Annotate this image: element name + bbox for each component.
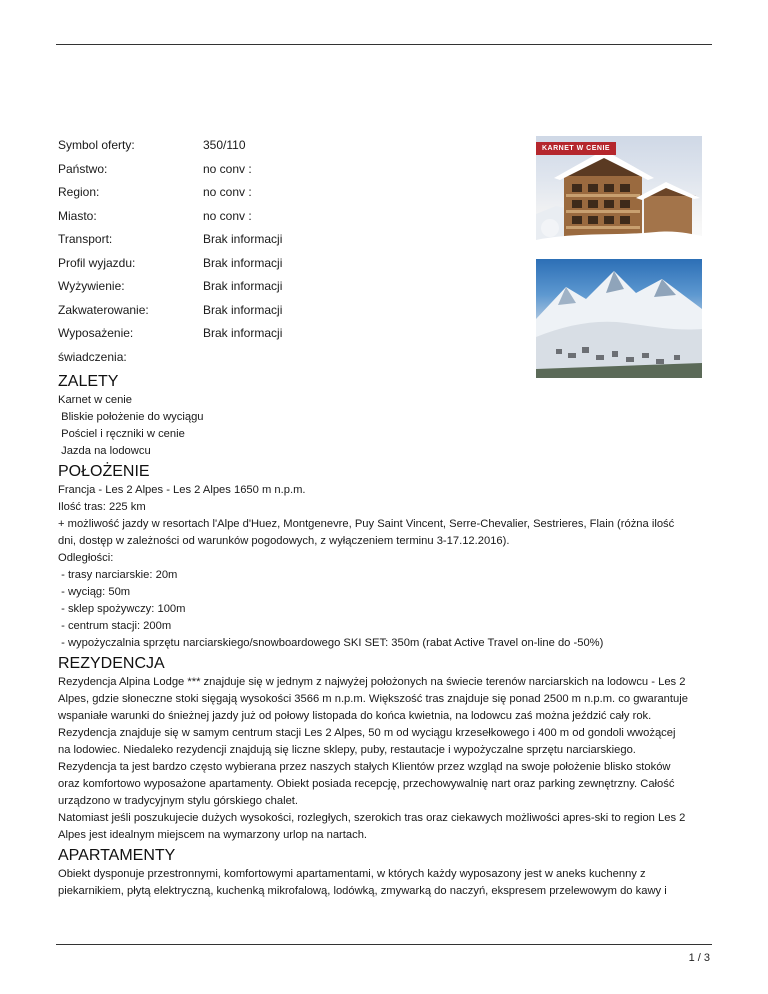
polozenie-line: Odległości: xyxy=(58,552,114,564)
polozenie-line: Ilość tras: 225 km xyxy=(58,501,146,513)
rezydencja-line: Rezydencja znajduje się w samym centrum stacji Les 2 Alpes, 50 m od wyciągu krzesełkowego i 400 m od gondoli wwożącej xyxy=(58,727,676,739)
zalety-section xyxy=(58,372,714,460)
info-row xyxy=(58,326,388,350)
rezydencja-line: Alpes jest idealnym miejscem na wymarzony urlop na nartach. xyxy=(58,829,368,841)
info-label: Symbol oferty: xyxy=(58,138,135,152)
info-label: Profil wyjazdu: xyxy=(58,255,136,270)
info-row xyxy=(58,279,388,303)
karnet-badge: KARNET W CENIE xyxy=(536,142,616,155)
info-label: Wyżywienie: xyxy=(58,279,125,293)
zalety-item: Karnet w cenie xyxy=(58,394,133,406)
ski-resort-photo xyxy=(536,259,702,378)
polozenie-line: Francja - Les 2 Alpes - Les 2 Alpes 1650 m n.p.m. xyxy=(58,484,306,496)
apartamenty-text xyxy=(58,866,714,900)
apartamenty-line: Obiekt dysponuje przestronnymi, komfortowymi apartamentami, w których każdy wyposazony jest w aneks kuchenny z xyxy=(58,868,646,880)
info-value: Brak informacji xyxy=(203,232,283,246)
info-value: Brak informacji xyxy=(203,279,283,293)
info-label: Transport: xyxy=(58,232,113,246)
polozenie-line: - wyciąg: 50m xyxy=(58,586,131,598)
info-row-swiadczenia xyxy=(58,350,388,374)
apartamenty-section xyxy=(58,846,714,900)
header-rule xyxy=(56,44,712,45)
rezydencja-section xyxy=(58,654,714,844)
info-row xyxy=(58,185,388,209)
info-label: Miasto: xyxy=(58,208,97,223)
info-row xyxy=(58,138,388,162)
page-number: 1 / 3 xyxy=(688,952,710,964)
rezydencja-text xyxy=(58,674,714,844)
info-label: Zakwaterowanie: xyxy=(58,302,149,317)
rezydencja-line: urządzono w tradycyjnym stylu górskiego chalet. xyxy=(58,795,299,807)
offer-sections xyxy=(58,372,714,902)
rezydencja-line: Rezydencja Alpina Lodge *** znajduje się w jednym z najwyżej położonych na świecie terenów narciarskich na lodowcu - Les 2 xyxy=(58,676,686,688)
info-label: Wyposażenie: xyxy=(58,326,134,340)
photo-column xyxy=(536,136,702,378)
rezydencja-line: Natomiast jeśli poszukujecie dużych wysokości, rozległych, szerokich tras oraz ciekawych możliwości apres-ski to region Les 2 xyxy=(58,812,686,824)
rezydencja-line: na lodowiec. Niedaleko rezydencji znajdują się liczne sklepy, puby, restautacje i wypożyczalne sprzętu narciarskiego. xyxy=(58,744,636,756)
info-value: Brak informacji xyxy=(203,255,283,270)
offer-info-table xyxy=(58,138,388,373)
mountain-illustration xyxy=(536,259,702,378)
rezydencja-line: Rezydencja ta jest bardzo często wybierana przez naszych stałych Klientów przez wzgląd na swoje położenie blisko stoków xyxy=(58,761,671,773)
chalet-photo xyxy=(536,136,702,255)
zalety-heading: ZALETY xyxy=(58,373,119,390)
zalety-item: Pościel i ręczniki w cenie xyxy=(58,428,185,440)
info-value: no conv : xyxy=(203,208,252,223)
footer-rule xyxy=(56,944,712,945)
polozenie-line: dni, dostęp w zależności od warunków pogodowych, z wyłączeniem terminu 3-17.12.2016). xyxy=(58,535,510,547)
polozenie-line: - centrum stacji: 200m xyxy=(58,620,172,632)
rezydencja-line: oraz komfortowo wyposażone apartamenty. Obiekt posiada recepcję, przechowywalnię nart oraz parking zewnętrzny. Całość xyxy=(58,778,675,790)
rezydencja-line: wspaniałe warunki do śnieżnej jazdy już od połowy listopada do końca kwietnia, na lodowcu zaś można jeździć cały rok. xyxy=(58,710,652,722)
polozenie-text xyxy=(58,482,714,652)
apartamenty-heading: APARTAMENTY xyxy=(58,847,176,864)
info-row xyxy=(58,232,388,256)
rezydencja-heading: REZYDENCJA xyxy=(58,655,165,672)
info-row xyxy=(58,162,388,186)
info-value: 350/110 xyxy=(203,138,246,152)
zalety-item: Jazda na lodowcu xyxy=(58,445,151,457)
info-label: Państwo: xyxy=(58,161,108,176)
polozenie-heading: POŁOŻENIE xyxy=(58,463,150,480)
polozenie-line: - wypożyczalnia sprzętu narciarskiego/snowboardowego SKI SET: 350m (rabat Active Travel on-line do -50%) xyxy=(58,637,604,649)
info-row xyxy=(58,303,388,327)
polozenie-section xyxy=(58,462,714,652)
info-row xyxy=(58,256,388,280)
info-value: Brak informacji xyxy=(203,326,283,340)
info-value: Brak informacji xyxy=(203,302,283,317)
swiadczenia-label: świadczenia: xyxy=(58,349,127,364)
info-row xyxy=(58,209,388,233)
info-label: Region: xyxy=(58,185,100,199)
polozenie-line: + możliwość jazdy w resortach l'Alpe d'Huez, Montgenevre, Puy Saint Vincent, Serre-Chevalier, Sestrieres, Flain (różna ilość xyxy=(58,518,675,530)
apartamenty-line: piekarnikiem, płytą elektryczną, kuchenką mikrofalową, lodówką, zmywarką do naczyń, ekspresem przelewowym do kawy i xyxy=(58,885,667,897)
polozenie-line: - trasy narciarskie: 20m xyxy=(58,569,178,581)
info-value: no conv : xyxy=(203,185,252,199)
rezydencja-line: Alpes, gdzie słoneczne stoki sięgają wysokości 3566 m n.p.m. Większość tras znajduje się ponad 2500 m n.p.m. co gwarantuje xyxy=(58,693,688,705)
zalety-item: Bliskie położenie do wyciągu xyxy=(58,411,204,423)
polozenie-line: - sklep spożywczy: 100m xyxy=(58,603,186,615)
zalety-list xyxy=(58,392,714,460)
info-value: no conv : xyxy=(203,161,252,176)
